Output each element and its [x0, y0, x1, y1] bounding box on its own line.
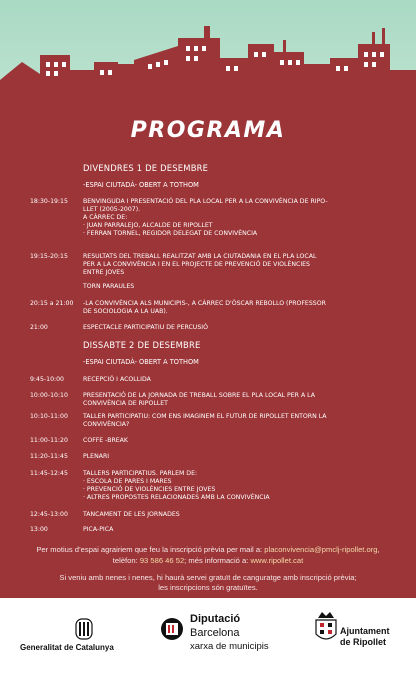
more-info-label: ; més informació a:: [184, 556, 251, 565]
phone-label: telèfon:: [112, 556, 140, 565]
schedule-item: [83, 470, 393, 502]
diputacio-logo-line2: Barcelona: [190, 627, 240, 639]
schedule-item-line: TORN PARAULES: [83, 283, 135, 290]
schedule-item: [83, 453, 393, 461]
schedule-time: 13:00: [30, 526, 48, 533]
schedule-time: 10:10-11:00: [30, 413, 68, 420]
schedule-item: [83, 376, 393, 384]
schedule-item: [83, 198, 393, 238]
childcare-note: Si veniu amb nenes i nenes, hi haurà servei gratuït de canguratge amb inscripció prèvia;: [59, 573, 357, 582]
page-title: PROGRAMA: [130, 118, 286, 143]
schedule-item-line: · FERRAN TORNEL, REGIDOR DELEGAT DE CONVIVÈNCIA: [83, 230, 258, 237]
schedule-time: 11:45-12:45: [30, 470, 68, 477]
website-link[interactable]: www.ripollet.cat: [250, 556, 304, 565]
schedule-item-line: · JUAN PARRALEJO, ALCALDE DE RIPOLLET: [83, 222, 213, 229]
schedule-item: [83, 392, 393, 408]
schedule-item-line: RESULTATS DEL TREBALL REALITZAT AMB LA CIUTADANIA EN EL PLA LOCAL: [83, 253, 317, 260]
schedule-item-line: TALLERS PARTICIPATIUS. PARLEM DE:: [83, 470, 198, 477]
schedule-item: [83, 511, 393, 519]
schedule-item: [83, 253, 393, 277]
contact-note: [0, 556, 416, 565]
schedule-item-line: -LA CONVIVÈNCIA ALS MUNICIPIS-, A CÀRREC D'ÒSCAR REBOLLO (PROFESSOR: [83, 300, 326, 307]
registration-text: Per motius d’espai agrairiem que feu la inscripció prèvia per mail a:: [36, 545, 265, 554]
schedule-item-line: DE SOCIOLOGIA A LA UAB).: [83, 308, 168, 315]
schedule-item-line: PRESENTACIÓ DE LA JORNADA DE TREBALL SOBRE EL PLA LOCAL PER A LA: [83, 392, 315, 399]
free-registration-note: les inscripcions són gratuïtes.: [158, 583, 258, 592]
schedule-time: 11:20-11:45: [30, 453, 68, 460]
schedule-item: [83, 526, 393, 534]
schedule-item-line: ENTRE JOVES: [83, 269, 125, 276]
diputacio-logo-icon: [160, 616, 184, 642]
schedule-item-line: ESPECTACLE PARTICIPATIU DE PERCUSIÓ: [83, 324, 208, 331]
schedule-item-line: · ALTRES PROPOSTES RELACIONADES AMB LA CONVIVÈNCIA: [83, 494, 270, 501]
diputacio-logo-line1: Diputació: [190, 613, 241, 625]
sponsor-footer: [0, 598, 416, 681]
generalitat-logo-icon: [75, 618, 93, 640]
schedule-item-line: CONVIVÈNCIA DE RIPOLLET: [83, 400, 168, 407]
schedule-item-line: PER A LA CONVIVÈNCIA I EN EL PROJECTE DE PREVENCIÓ DE VIOLÈNCIES: [83, 261, 310, 268]
schedule-item-line: · PREVENCIÓ DE VIOLÈNCIES ENTRE JOVES: [83, 486, 216, 493]
day1-heading: DIVENDRES 1 DE DESEMBRE: [83, 163, 209, 173]
schedule-item-line: BENVINGUDA I PRESENTACIÓ DEL PLA LOCAL PER A LA CONVIVÈNCIA DE RIPO-: [83, 198, 328, 205]
schedule-time: 19:15-20:15: [30, 253, 68, 260]
generalitat-logo-text: Generalitat de Catalunya: [20, 643, 114, 652]
day1-location: -ESPAI CIUTADÀ- OBERT A TOTHOM: [83, 181, 199, 189]
ripollet-logo-line1: Ajuntament: [340, 626, 390, 636]
day2-location: -ESPAI CIUTADÀ- OBERT A TOTHOM: [83, 358, 199, 366]
diputacio-logo-line3: xarxa de municipis: [190, 641, 269, 652]
schedule-item-line: PICA-PICA: [83, 526, 114, 533]
schedule-item: [83, 283, 393, 291]
schedule-item-line: TALLER PARTICIPATIU: COM ENS IMAGINEM EL FUTUR DE RIPOLLET ENTORN LA: [83, 413, 327, 420]
schedule-item-line: COFFE -BREAK: [83, 437, 128, 444]
schedule-time: 10:00-10:10: [30, 392, 68, 399]
schedule-time: 9:45-10:00: [30, 376, 64, 383]
schedule-time: 20:15 a 21:00: [30, 300, 74, 307]
schedule-time: 21:00: [30, 324, 48, 331]
schedule-item-line: CONVIVÈNCIA?: [83, 421, 130, 428]
schedule-time: 11:00-11:20: [30, 437, 68, 444]
email-link[interactable]: placonvivencia@pmclj-ripollet.org: [264, 545, 378, 554]
schedule-time: 18:30-19:15: [30, 198, 68, 205]
schedule-item-line: RECEPCIÓ I ACOLLIDA: [83, 376, 151, 383]
registration-note: [0, 545, 416, 554]
schedule-item-line: LLET (2005-2007).: [83, 206, 141, 213]
day2-heading: DISSABTE 2 DE DESEMBRE: [83, 340, 201, 350]
phone-number: 93 586 46 52: [139, 556, 185, 565]
schedule-time: 12:45-13:00: [30, 511, 68, 518]
schedule-item: [83, 437, 393, 445]
schedule-item-line: · ESCOLA DE PARES I MARES: [83, 478, 172, 485]
schedule-item: [83, 324, 393, 332]
registration-comma: ,: [377, 545, 380, 554]
schedule-item: [83, 300, 393, 316]
ripollet-logo-line2: de Ripollet: [340, 637, 387, 647]
schedule-item-line: A CÀRREC DE:: [83, 214, 128, 221]
schedule-item: [83, 413, 393, 429]
schedule-item-line: PLENARI: [83, 453, 110, 460]
ripollet-coat-of-arms-icon: [314, 610, 338, 644]
schedule-item-line: TANCAMENT DE LES JORNADES: [83, 511, 180, 518]
